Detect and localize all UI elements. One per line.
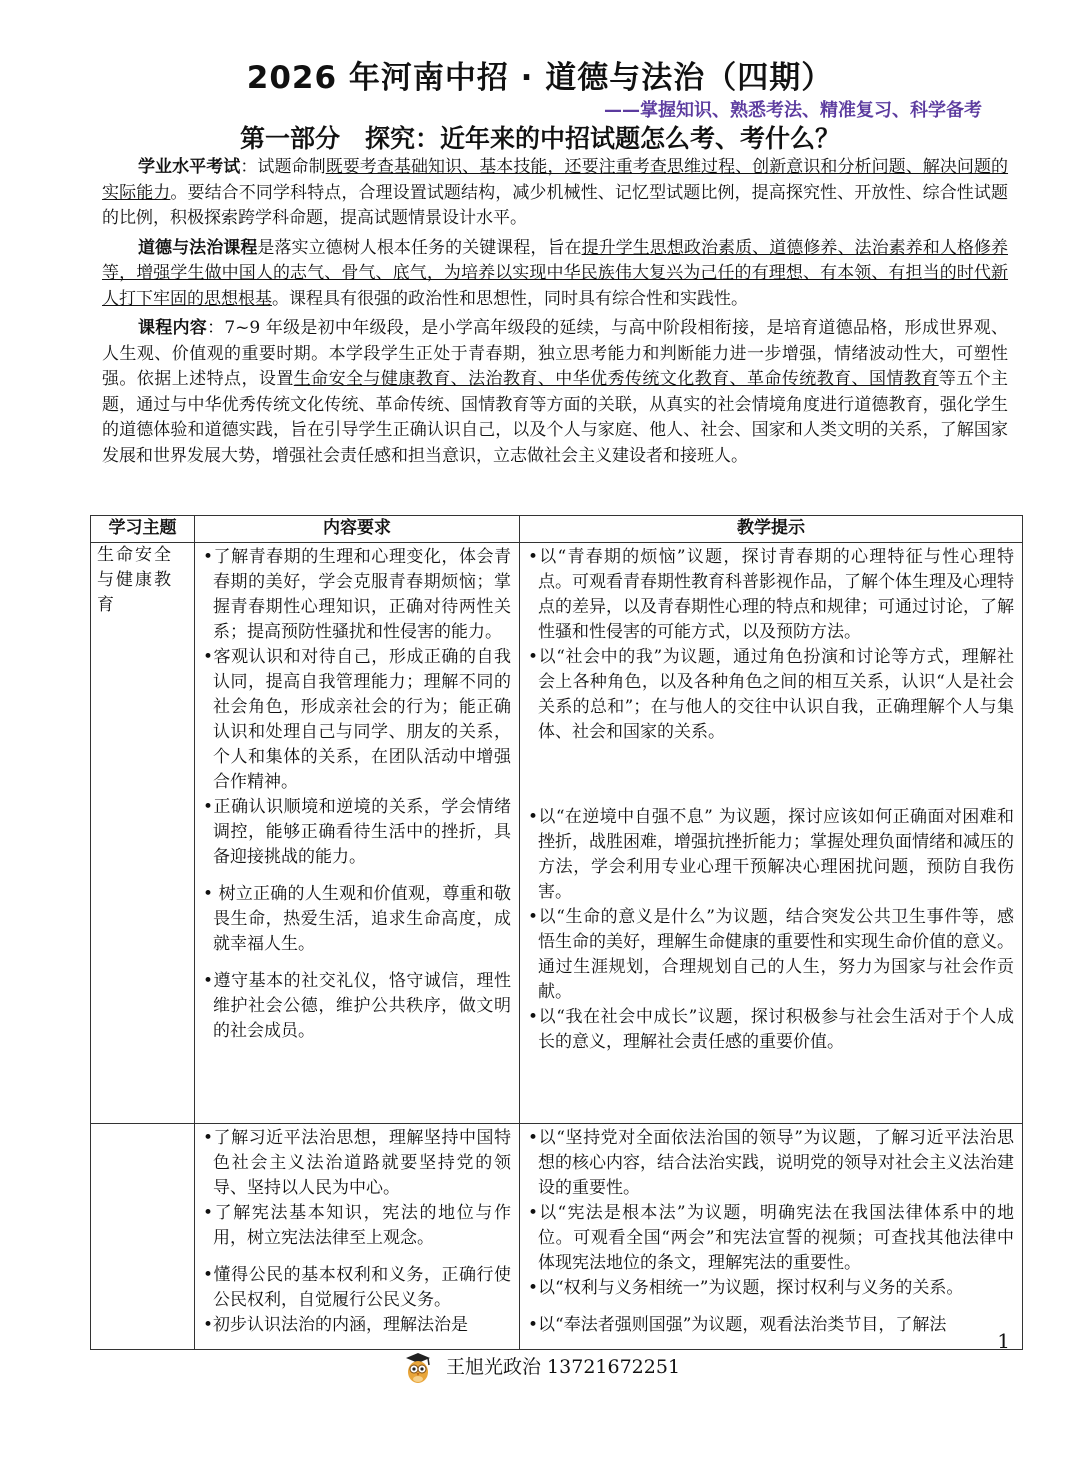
tip-item: •以“宪法是根本法”为议题，明确宪法在我国法律体系中的地位。可观看全国“两会”和宪法宣誓的视频；可查找其他法律中体现宪法地位的条文，理解宪法的重要性。 bbox=[528, 1203, 1014, 1273]
document-subtitle: ——掌握知识、熟悉考法、精准复习、科学备考 bbox=[604, 100, 982, 121]
content-item: •遵守基本的社交礼仪，恪守诚信，理性维护社会公德，维护公共秩序，做文明的社会成员。 bbox=[203, 971, 511, 1041]
footer bbox=[0, 1350, 1080, 1386]
paragraph-text: 是落实立德树人根本任务的关键课程，旨在 bbox=[257, 237, 582, 258]
topic-cell: 生命安全与健康教育 bbox=[91, 543, 195, 1124]
content-item: •了解宪法基本知识，宪法的地位与作用，树立宪法法律至上观念。 bbox=[203, 1203, 511, 1248]
paragraph-exam bbox=[102, 155, 1008, 232]
header-content: 内容要求 bbox=[195, 516, 520, 543]
paragraph-lead: 道德与法治课程 bbox=[138, 237, 258, 258]
footer-text: 王旭光政治 13721672251 bbox=[446, 1356, 681, 1378]
page-number: 1 bbox=[997, 1329, 1010, 1353]
curriculum-table bbox=[90, 515, 1023, 1350]
content-cell bbox=[195, 1124, 520, 1350]
tip-item: •以“生命的意义是什么”为议题，结合突发公共卫生事件等，感悟生命的美好，理解生命健康的重要性和实现生命价值的意义。通过生涯规划，合理规划自己的人生，努力为国家与社会作贡献。 bbox=[528, 907, 1014, 1002]
tip-item: •以“权利与义务相统一”为议题，探讨权利与义务的关系。 bbox=[528, 1278, 964, 1298]
paragraph-text: ：7~9 年级是初中年级段，是小学高年级段的延续，与高中阶段相衔接，是培育道德品格，形成世界观、人生观、价值观的重要时期。本学段学生正处于青春期，独立思考能力和判断能力进一步增强，情绪波动性大，可塑性强。依据上述特点，设置 bbox=[102, 318, 1008, 389]
tip-item: •以“社会中的我”为议题，通过角色扮演和讨论等方式，理解社会上各种角色，以及各种角色之间的相互关系，认识“人是社会关系的总和”；在与他人的交往中认识自我，正确理解个人与集体、社会和国家的关系。 bbox=[528, 647, 1014, 742]
underlined-text: 既要考查基础知识、基本技能，还要注重考查思维过程、创新意识和分析问题、解决问题的实际能力 bbox=[102, 157, 1009, 203]
tips-cell bbox=[520, 1124, 1023, 1350]
table-row bbox=[91, 543, 1023, 1124]
document-title: 2026 年河南中招 · 道德与法治（四期） bbox=[246, 60, 834, 96]
owl-graduate-icon bbox=[400, 1350, 436, 1386]
paragraph-text: 。要结合不同学科特点，合理设置试题结构，减少机械性、记忆型试题比例，提高探究性、开放性、综合性试题的比例，积极探索跨学科命题，提高试题情景设计水平。 bbox=[102, 182, 1009, 228]
underlined-text: 提升学生思想政治素质、道德修养、法治素养和人格修养等，增强学生做中国人的志气、骨气、底气，为培养以实现中华民族伟大复兴为己任的有理想、有本领、有担当的时代新人打下牢固的思想根基 bbox=[102, 237, 1009, 309]
paragraph-text: 。课程具有很强的政治性和思想性，同时具有综合性和实践性。 bbox=[272, 288, 748, 309]
tip-item: •以“我在社会中成长”议题，探讨积极参与社会生活对于个人成长的意义，理解社会责任感的重要价值。 bbox=[528, 1007, 1014, 1052]
underlined-text: 生命安全与健康教育、法治教育、中华优秀传统文化教育、革命传统教育、国情教育 bbox=[293, 369, 939, 389]
tip-item: •以“青春期的烦恼”议题，探讨青春期的心理特征与性心理特点。可观看青春期性教育科普影视作品，了解个体生理及心理特点的差异，以及青春期性心理的特点和规律；可通过讨论，了解性骚和性侵害的可能方式，以及预防方法。 bbox=[528, 547, 1014, 642]
content-item: •了解习近平法治思想，理解坚持中国特色社会主义法治道路就要坚持党的领导、坚持以人民为中心。 bbox=[203, 1128, 511, 1198]
part-heading: 第一部分 探究：近年来的中招试题怎么考、考什么？ bbox=[239, 124, 840, 153]
paragraph-course bbox=[102, 236, 1008, 313]
content-item: •懂得公民的基本权利和义务，正确行使公民权利，自觉履行公民义务。 bbox=[203, 1265, 511, 1310]
table-header-row bbox=[91, 516, 1023, 543]
header-tips: 教学提示 bbox=[520, 516, 1023, 543]
table-row bbox=[91, 1124, 1023, 1350]
tips-cell bbox=[520, 543, 1023, 1124]
intro-body bbox=[102, 155, 1008, 473]
paragraph-content bbox=[102, 316, 1008, 469]
content-cell bbox=[195, 543, 520, 1124]
paragraph-lead: 课程内容 bbox=[138, 318, 208, 338]
content-item: • 树立正确的人生观和价值观，尊重和敬畏生命，热爱生活，追求生命高度，成就幸福人生。 bbox=[203, 884, 511, 954]
paragraph-lead: 学业水平考试 bbox=[138, 157, 241, 177]
content-item: •客观认识和对待自己，形成正确的自我认同，提高自我管理能力；理解不同的社会角色，形成亲社会的行为；能正确认识和处理自己与同学、朋友的关系，个人和集体的关系，在团队活动中增强合作精神。 bbox=[203, 647, 511, 792]
topic-cell bbox=[91, 1124, 195, 1350]
paragraph-text: 等五个主题，通过与中华优秀传统文化传统、革命传统、国情教育等方面的关联，从真实的社会情境角度进行道德教育，强化学生的道德体验和道德实践，旨在引导学生正确认识自己，以及个人与家庭、他人、社会、国家和人类文明的关系，了解国家发展和世界发展大势，增强社会责任感和担当意识，立志做社会主义建设者和接班人。 bbox=[102, 369, 1009, 466]
paragraph-text: ：试题命制 bbox=[240, 157, 326, 177]
content-item: •初步认识法治的内涵，理解法治是 bbox=[203, 1315, 469, 1335]
tip-item: •以“坚持党对全面依法治国的领导”为议题，了解习近平法治思想的核心内容，结合法治实践，说明党的领导对社会主义法治建设的重要性。 bbox=[528, 1128, 1014, 1198]
content-item: •正确认识顺境和逆境的关系，学会情绪调控，能够正确看待生活中的挫折，具备迎接挑战的能力。 bbox=[203, 797, 511, 867]
content-item: •了解青春期的生理和心理变化，体会青春期的美好，学会克服青春期烦恼；掌握青春期性心理知识，正确对待两性关系；提高预防性骚扰和性侵害的能力。 bbox=[203, 547, 511, 642]
tip-item: •以“奉法者强则国强”为议题，观看法治类节目，了解法 bbox=[528, 1315, 947, 1335]
header-topic: 学习主题 bbox=[91, 516, 195, 543]
tip-item: •以“在逆境中自强不息” 为议题，探讨应该如何正确面对困难和挫折，战胜困难，增强抗挫折能力；掌握处理负面情绪和减压的方法，学会利用专业心理干预解决心理困扰问题，预防自我伤害。 bbox=[528, 807, 1014, 902]
